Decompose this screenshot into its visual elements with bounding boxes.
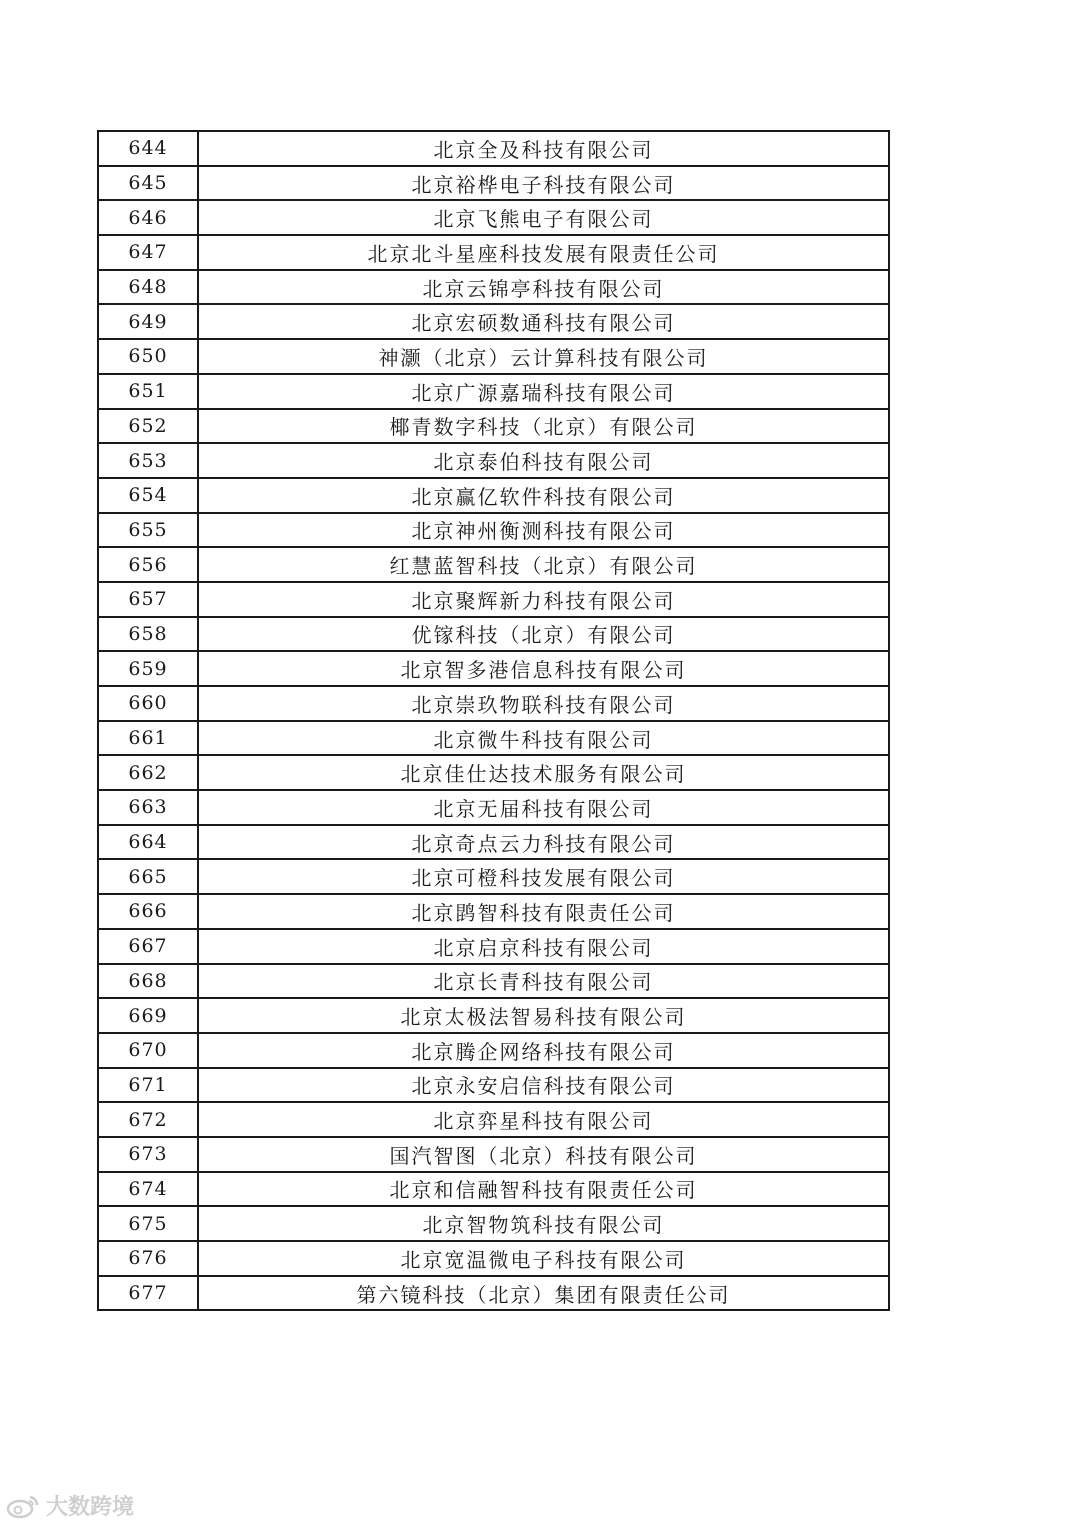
company-name: 北京可橙科技发展有限公司: [198, 859, 889, 894]
company-name: 北京太极法智易科技有限公司: [198, 998, 889, 1033]
company-name: 北京裕桦电子科技有限公司: [198, 166, 889, 201]
company-name: 红慧蓝智科技（北京）有限公司: [198, 547, 889, 582]
company-name: 北京宽温微电子科技有限公司: [198, 1241, 889, 1276]
table-row: [98, 582, 889, 617]
company-name: 北京佳仕达技术服务有限公司: [198, 755, 889, 790]
table-row: [98, 304, 889, 339]
row-number: 675: [98, 1206, 198, 1241]
company-name: 北京宏硕数通科技有限公司: [198, 304, 889, 339]
row-number: 676: [98, 1241, 198, 1276]
row-number: 657: [98, 582, 198, 617]
row-number: 645: [98, 166, 198, 201]
company-name: 北京奇点云力科技有限公司: [198, 825, 889, 860]
table-row: [98, 721, 889, 756]
company-name: 北京神州衡测科技有限公司: [198, 513, 889, 548]
company-name: 北京飞熊电子有限公司: [198, 200, 889, 235]
table-row: [98, 339, 889, 374]
table-row: [98, 790, 889, 825]
row-number: 668: [98, 964, 198, 999]
table-row: [98, 409, 889, 444]
company-name: 北京鹍智科技有限责任公司: [198, 894, 889, 929]
row-number: 658: [98, 617, 198, 652]
company-name: 北京智物筑科技有限公司: [198, 1206, 889, 1241]
row-number: 670: [98, 1033, 198, 1068]
company-name: 北京聚辉新力科技有限公司: [198, 582, 889, 617]
watermark-text: 大数跨境: [46, 1495, 135, 1520]
table-row: [98, 1102, 889, 1137]
row-number: 660: [98, 686, 198, 721]
table-row: [98, 1241, 889, 1276]
row-number: 656: [98, 547, 198, 582]
table-row: [98, 547, 889, 582]
company-name: 北京长青科技有限公司: [198, 964, 889, 999]
table-row: [98, 443, 889, 478]
company-name: 北京无届科技有限公司: [198, 790, 889, 825]
row-number: 646: [98, 200, 198, 235]
row-number: 649: [98, 304, 198, 339]
row-number: 661: [98, 721, 198, 756]
table-row: [98, 651, 889, 686]
table-row: [98, 894, 889, 929]
row-number: 665: [98, 859, 198, 894]
row-number: 650: [98, 339, 198, 374]
row-number: 659: [98, 651, 198, 686]
watermark: [6, 1490, 134, 1521]
row-number: 651: [98, 374, 198, 409]
row-number: 671: [98, 1068, 198, 1103]
table-row: [98, 859, 889, 894]
company-name: 北京崇玖物联科技有限公司: [198, 686, 889, 721]
company-name: 北京北斗星座科技发展有限责任公司: [198, 235, 889, 270]
table-row: [98, 964, 889, 999]
company-list-table: [97, 130, 890, 1311]
row-number: 674: [98, 1172, 198, 1207]
table-row: [98, 131, 889, 166]
table-row: [98, 478, 889, 513]
company-name: 神灏（北京）云计算科技有限公司: [198, 339, 889, 374]
company-name: 北京弈星科技有限公司: [198, 1102, 889, 1137]
table-row: [98, 270, 889, 305]
table-row: [98, 374, 889, 409]
company-name: 北京广源嘉瑞科技有限公司: [198, 374, 889, 409]
company-name: 国汽智图（北京）科技有限公司: [198, 1137, 889, 1172]
company-name: 优镓科技（北京）有限公司: [198, 617, 889, 652]
company-name: 第六镜科技（北京）集团有限责任公司: [198, 1276, 889, 1311]
table-row: [98, 998, 889, 1033]
table-row: [98, 1068, 889, 1103]
row-number: 677: [98, 1276, 198, 1311]
row-number: 648: [98, 270, 198, 305]
row-number: 664: [98, 825, 198, 860]
row-number: 663: [98, 790, 198, 825]
table-row: [98, 825, 889, 860]
company-name: 椰青数字科技（北京）有限公司: [198, 409, 889, 444]
table-row: [98, 617, 889, 652]
company-name: 北京智多港信息科技有限公司: [198, 651, 889, 686]
table-row: [98, 929, 889, 964]
company-name: 北京微牛科技有限公司: [198, 721, 889, 756]
row-number: 655: [98, 513, 198, 548]
company-name: 北京云锦亭科技有限公司: [198, 270, 889, 305]
row-number: 666: [98, 894, 198, 929]
row-number: 672: [98, 1102, 198, 1137]
row-number: 653: [98, 443, 198, 478]
row-number: 644: [98, 131, 198, 166]
table-body: [98, 131, 889, 1310]
table-row: [98, 513, 889, 548]
table-row: [98, 755, 889, 790]
table-row: [98, 1172, 889, 1207]
company-name: 北京赢亿软件科技有限公司: [198, 478, 889, 513]
table-row: [98, 1206, 889, 1241]
table-row: [98, 1033, 889, 1068]
row-number: 647: [98, 235, 198, 270]
row-number: 673: [98, 1137, 198, 1172]
row-number: 662: [98, 755, 198, 790]
table-row: [98, 1137, 889, 1172]
row-number: 667: [98, 929, 198, 964]
table-row: [98, 686, 889, 721]
row-number: 652: [98, 409, 198, 444]
table-row: [98, 235, 889, 270]
company-name: 北京腾企网络科技有限公司: [198, 1033, 889, 1068]
table-row: [98, 200, 889, 235]
table-row: [98, 166, 889, 201]
company-name: 北京启京科技有限公司: [198, 929, 889, 964]
company-name: 北京永安启信科技有限公司: [198, 1068, 889, 1103]
company-name: 北京泰伯科技有限公司: [198, 443, 889, 478]
weibo-logo-icon: [6, 1493, 40, 1519]
row-number: 669: [98, 998, 198, 1033]
table-row: [98, 1276, 889, 1311]
company-name: 北京全及科技有限公司: [198, 131, 889, 166]
row-number: 654: [98, 478, 198, 513]
company-name: 北京和信融智科技有限责任公司: [198, 1172, 889, 1207]
